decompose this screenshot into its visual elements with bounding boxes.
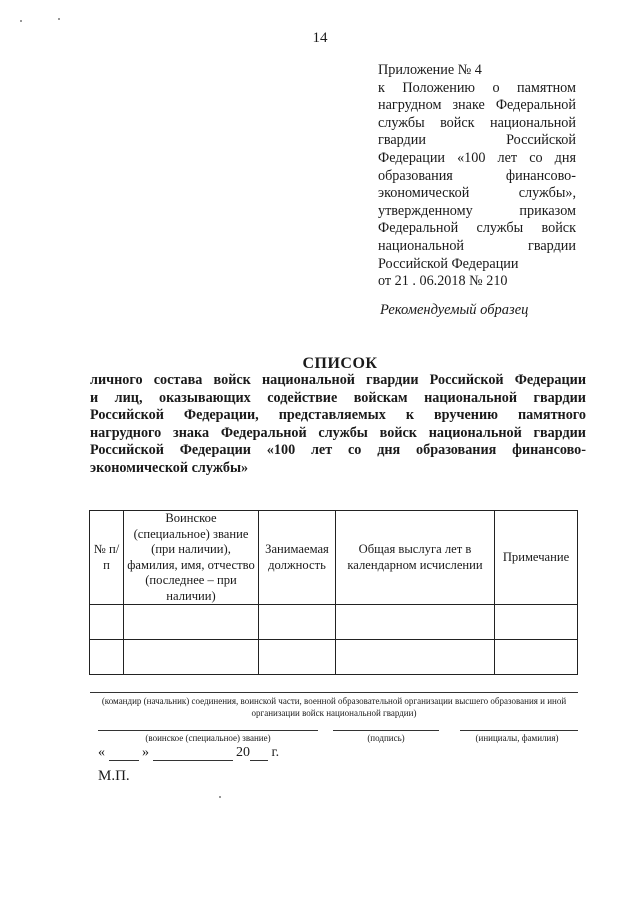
table-cell xyxy=(90,640,124,675)
subtitle-line: Российской Федерации, представляемых к вручению памятного xyxy=(90,407,586,424)
scan-speck xyxy=(20,20,22,22)
header-position: Занимаемая должность xyxy=(259,511,336,605)
month-blank xyxy=(153,748,233,761)
personnel-table xyxy=(89,510,578,675)
signature-caption: (подпись) xyxy=(367,733,405,743)
scan-speck xyxy=(58,18,60,20)
document-subtitle xyxy=(90,372,586,478)
appendix-line: Федеральной службы войск xyxy=(378,220,576,237)
table-cell xyxy=(336,640,495,675)
day-blank xyxy=(109,748,139,761)
table-cell xyxy=(90,605,124,640)
subtitle-line: Российской Федерации «100 лет со дня образования финансово- xyxy=(90,442,586,459)
name-line xyxy=(460,730,578,731)
appendix-line: нагрудном знаке Федеральной xyxy=(378,97,576,114)
table-row xyxy=(90,605,578,640)
header-number: № п/п xyxy=(90,511,124,605)
table-cell xyxy=(259,605,336,640)
signature-line xyxy=(333,730,439,731)
recommended-sample-label: Рекомендуемый образец xyxy=(380,302,529,318)
header-rank-name: Воинское (специальное) звание (при наличии), фамилия, имя, отчество (последнее – при наличии) xyxy=(124,511,259,605)
commander-caption: (командир (начальник) соединения, воинской части, военной образовательной организации высшего образования и иной организации войск национальной гвардии) xyxy=(101,696,567,718)
rank-line xyxy=(98,730,318,731)
appendix-line: экономической службы», xyxy=(378,185,576,202)
appendix-line: к Положению о памятном xyxy=(378,79,576,96)
page-number: 14 xyxy=(312,30,328,46)
table-cell xyxy=(124,640,259,675)
commander-signature-line xyxy=(90,692,578,693)
appendix-line: утвержденному приказом xyxy=(378,202,576,219)
subtitle-line: экономической службы» xyxy=(90,459,249,476)
appendix-line: Приложение № 4 xyxy=(378,62,482,78)
table-row xyxy=(90,640,578,675)
document-title: СПИСОК xyxy=(302,355,378,372)
rank-caption: (воинское (специальное) звание) xyxy=(145,733,271,743)
subtitle-line: нагрудного знака Федеральной службы войск национальной гвардии xyxy=(90,424,586,441)
appendix-line: Федерации «100 лет со дня xyxy=(378,149,576,166)
scan-speck xyxy=(219,796,221,798)
date-close-quote: » xyxy=(142,745,149,760)
subtitle-line: личного состава войск национальной гвардии Российской Федерации xyxy=(90,372,586,388)
table-cell xyxy=(495,605,578,640)
date-year: 20 xyxy=(236,745,250,760)
subtitle-line: и лиц, оказывающих содействие войскам национальной гвардии xyxy=(90,389,586,406)
header-service-length: Общая выслуга лет в календарном исчислении xyxy=(336,511,495,605)
header-note: Примечание xyxy=(495,511,578,605)
appendix-block xyxy=(378,62,576,291)
appendix-line: национальной гвардии xyxy=(378,237,576,254)
table-header-row xyxy=(90,511,578,605)
table-cell xyxy=(336,605,495,640)
appendix-line: службы войск национальной xyxy=(378,114,576,131)
appendix-line: гвардии Российской xyxy=(378,132,576,149)
date-suffix: г. xyxy=(271,745,280,760)
appendix-date-line: от 21 . 06.2018 № 210 xyxy=(378,273,508,290)
date-line xyxy=(98,745,279,761)
year-blank xyxy=(250,748,268,761)
table-cell xyxy=(495,640,578,675)
appendix-line: Российской Федерации xyxy=(378,255,519,272)
date-open-quote: « xyxy=(98,745,105,760)
table-cell xyxy=(259,640,336,675)
appendix-line: образования финансово- xyxy=(378,167,576,184)
table-cell xyxy=(124,605,259,640)
stamp-place: М.П. xyxy=(98,768,130,784)
name-caption: (инициалы, фамилия) xyxy=(475,733,559,743)
